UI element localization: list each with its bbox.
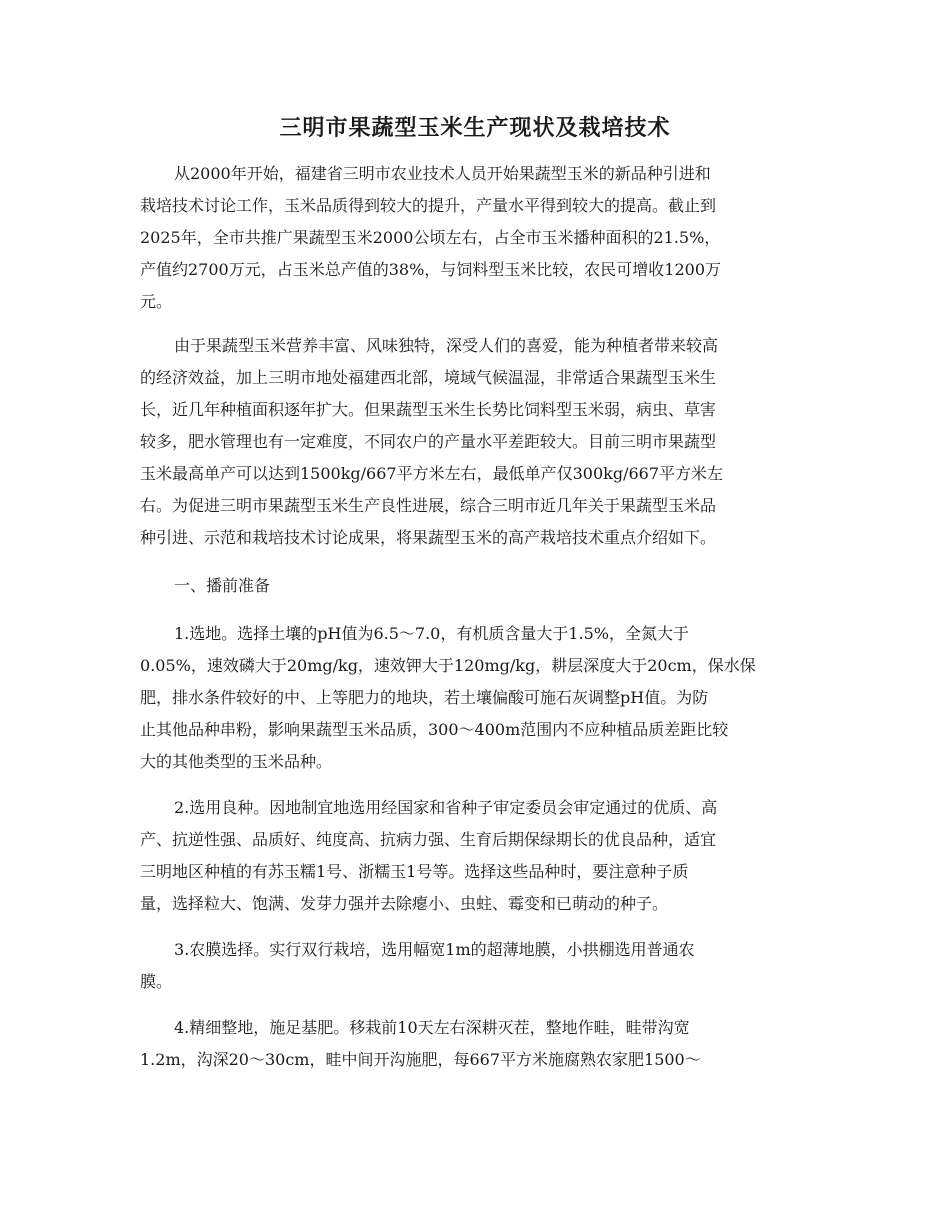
text-line: 较多，肥水管理也有一定难度，不同农户的产量水平差距较大。目前三明市果蔬型 [140, 432, 717, 451]
text-line: 玉米最高单产可以达到1500kg/667平方米左右，最低单产仅300kg/667平方米左 [140, 464, 723, 483]
text-line: 1.2m，沟深20～30cm，畦中间开沟施肥，每667平方米施腐熟农家肥1500～ [140, 1050, 701, 1069]
text-line: 三明地区种植的有苏玉糯1号、浙糯玉1号等。选择这些品种时，要注意种子质 [140, 862, 689, 881]
text-line: 量，选择粒大、饱满、发芽力强并去除瘪小、虫蛀、霉变和已萌动的种子。 [140, 894, 669, 913]
text-line: 3.农膜选择。实行双行栽培，选用幅宽1m的超薄地膜，小拱棚选用普通农 [174, 940, 695, 959]
text-line: 4.精细整地，施足基肥。移栽前10天左右深耕灭茬，整地作畦，畦带沟宽 [174, 1018, 690, 1037]
text-line: 的经济效益，加上三明市地处福建西北部，境域气候温湿，非常适合果蔬型玉米生 [140, 368, 717, 387]
text-line: 长，近几年种植面积逐年扩大。但果蔬型玉米生长势比饲料型玉米弱，病虫、草害 [140, 400, 717, 419]
paragraph-item-3 [140, 934, 820, 998]
text-line: 肥，排水条件较好的中、上等肥力的地块，若土壤偏酸可施石灰调整pH值。为防 [140, 688, 709, 707]
section-heading [140, 570, 820, 602]
text-line: 元。 [140, 292, 173, 311]
text-line: 产、抗逆性强、品质好、纯度高、抗病力强、生育后期保绿期长的优良品种，适宜 [140, 830, 717, 849]
text-line: 由于果蔬型玉米营养丰富、风味独特，深受人们的喜爱，能为种植者带来较高 [174, 336, 719, 355]
section-heading-text: 一、播前准备 [174, 576, 271, 595]
text-line: 2.选用良种。因地制宜地选用经国家和省种子审定委员会审定通过的优质、高 [174, 798, 718, 817]
text-line: 右。为促进三明市果蔬型玉米生产良性进展，综合三明市近几年关于果蔬型玉米品 [140, 496, 717, 515]
paragraph-background [140, 330, 820, 554]
paragraph-intro [140, 158, 820, 318]
text-line: 2025年，全市共推广果蔬型玉米2000公顷左右，占全市玉米播种面积的21.5%， [140, 228, 721, 247]
text-line: 0.05%，速效磷大于20mg/kg，速效钾大于120mg/kg，耕层深度大于20cm，保水保 [140, 656, 756, 675]
paragraph-item-2 [140, 792, 820, 920]
text-line: 种引进、示范和栽培技术讨论成果，将果蔬型玉米的高产栽培技术重点介绍如下。 [140, 528, 717, 547]
text-line: 膜。 [140, 972, 173, 991]
document-title: 三明市果蔬型玉米生产现状及栽培技术 [279, 115, 671, 141]
paragraph-item-4 [140, 1012, 820, 1076]
text-line: 栽培技术讨论工作，玉米品质得到较大的提升，产量水平得到较大的提高。截止到 [140, 196, 717, 215]
text-line: 产值约2700万元，占玉米总产值的38%，与饲料型玉米比较，农民可增收1200万 [140, 260, 722, 279]
text-line: 1.选地。选择土壤的pH值为6.5～7.0，有机质含量大于1.5%，全氮大于 [174, 624, 690, 643]
text-line: 止其他品种串粉，影响果蔬型玉米品质，300～400m范围内不应种植品质差距比较 [140, 720, 729, 739]
text-line: 大的其他类型的玉米品种。 [140, 752, 333, 771]
paragraph-item-1 [140, 618, 820, 778]
text-line: 从2000年开始，福建省三明市农业技术人员开始果蔬型玉米的新品种引进和 [174, 164, 711, 183]
